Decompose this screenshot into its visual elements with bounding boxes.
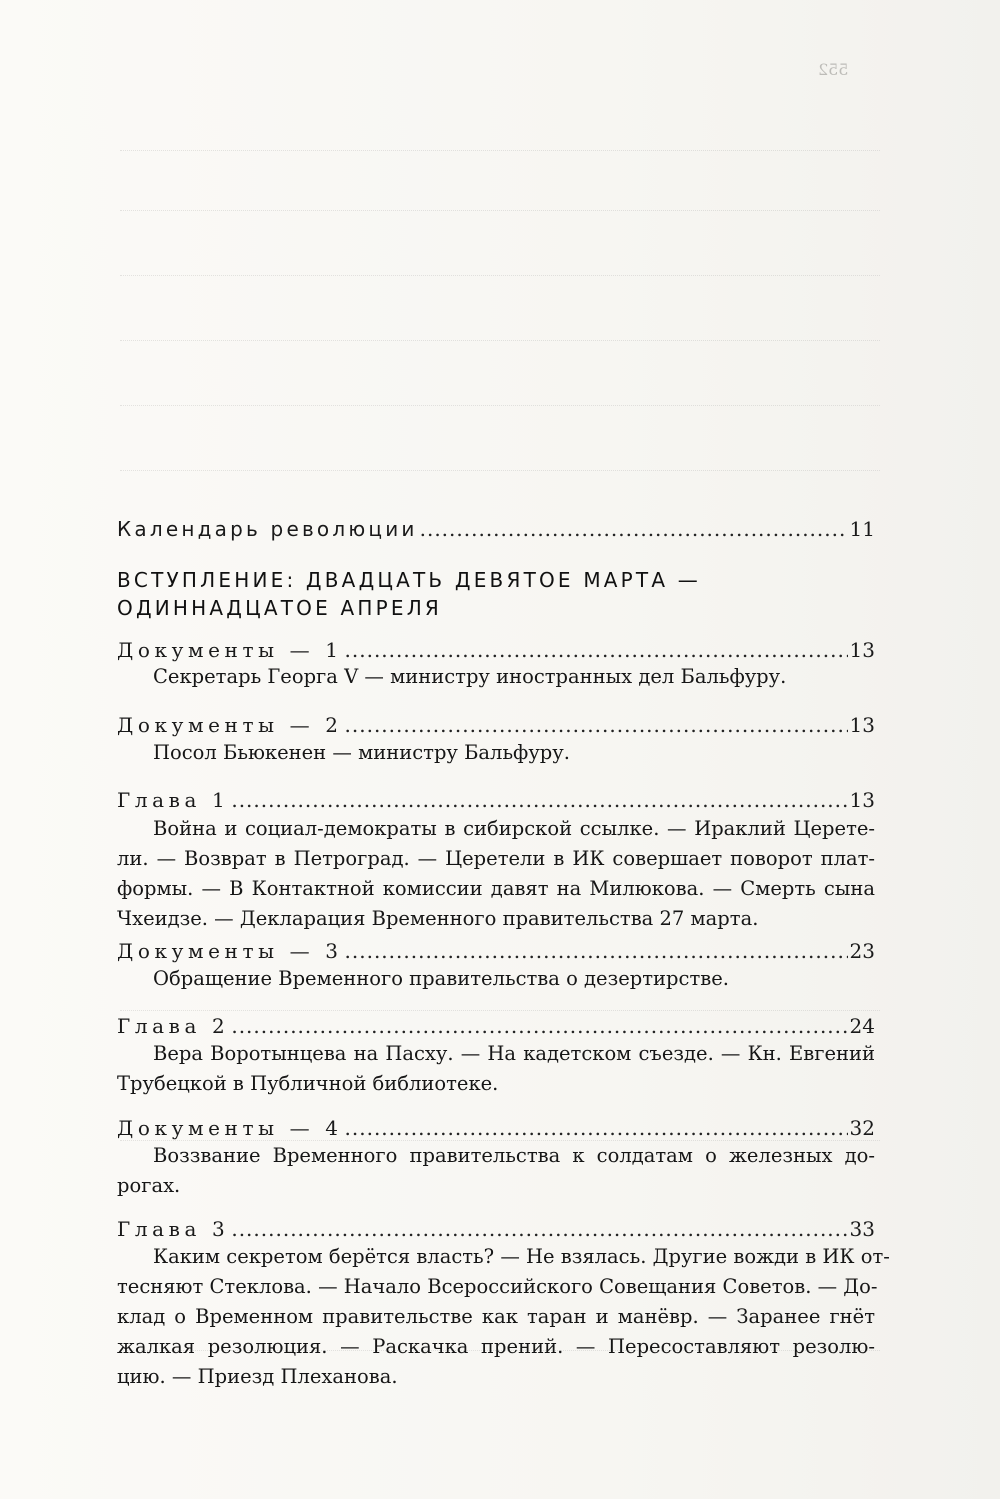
description-line: тесняют Стеклова. — Начало Всероссийского Совещания Советов. — До- bbox=[117, 1275, 878, 1298]
toc-entry-label: Глава 1 bbox=[117, 788, 230, 812]
toc-entry-label: Документы — 2 bbox=[117, 713, 343, 737]
toc-entry-description bbox=[153, 738, 875, 768]
dot-leader bbox=[345, 1114, 848, 1142]
toc-entry-description bbox=[117, 1039, 875, 1099]
description-line: Каким секретом берётся власть? — Не взялась. Другие вожди в ИК от- bbox=[153, 1245, 890, 1268]
dot-leader bbox=[345, 937, 848, 965]
dot-leader bbox=[420, 515, 848, 543]
dot-leader bbox=[345, 636, 848, 664]
toc-entry-label: Глава 2 bbox=[117, 1014, 230, 1038]
bleed-through-line bbox=[120, 395, 880, 406]
bleed-through-line bbox=[120, 1000, 880, 1011]
description-line: жалкая резолюция. — Раскачка прений. — Пересоставляют резолю- bbox=[117, 1335, 875, 1358]
description-line: клад о Временном правительстве как таран и манёвр. — Заранее гнёт bbox=[117, 1305, 875, 1328]
toc-calendar-page: 11 bbox=[849, 517, 875, 541]
running-head: 552 bbox=[818, 60, 849, 79]
bleed-through-line bbox=[120, 200, 880, 211]
toc-entry-page: 33 bbox=[849, 1217, 875, 1241]
description-line: Чхеидзе. — Декларация Временного правительства 27 марта. bbox=[117, 907, 759, 930]
bleed-through-line bbox=[120, 330, 880, 341]
toc-entry-page: 13 bbox=[849, 638, 875, 662]
toc-intro-heading-line1[interactable]: ВСТУПЛЕНИЕ: ДВАДЦАТЬ ДЕВЯТОЕ МАРТА — bbox=[117, 568, 701, 592]
toc-entry-label: Глава 3 bbox=[117, 1217, 230, 1241]
dot-leader bbox=[345, 711, 848, 739]
description-line: ли. — Возврат в Петроград. — Церетели в ИК совершает поворот плат- bbox=[117, 847, 875, 870]
toc-entry-documents-2[interactable] bbox=[117, 711, 875, 739]
toc-entry-page: 13 bbox=[849, 788, 875, 812]
toc-entry-description bbox=[117, 814, 875, 934]
bleed-through-line bbox=[120, 265, 880, 276]
toc-entry-description bbox=[117, 1141, 875, 1201]
toc-entry-label: Документы — 1 bbox=[117, 638, 343, 662]
dot-leader bbox=[231, 1215, 847, 1243]
toc-entry-description bbox=[117, 1242, 890, 1392]
toc-entry-documents-1[interactable] bbox=[117, 636, 875, 664]
toc-entry-description bbox=[153, 662, 875, 692]
description-line: рогах. bbox=[117, 1174, 181, 1197]
toc-intro-heading-line2[interactable]: ОДИННАДЦАТОЕ АПРЕЛЯ bbox=[117, 596, 443, 620]
toc-entry-chapter-1[interactable] bbox=[117, 786, 875, 814]
bleed-through-line bbox=[120, 140, 880, 151]
toc-entry-label: Документы — 4 bbox=[117, 1116, 343, 1140]
dot-leader bbox=[231, 1012, 847, 1040]
toc-entry-label: Документы — 3 bbox=[117, 939, 343, 963]
description-line: Вера Воротынцева на Пасху. — На кадетском съезде. — Кн. Евгений bbox=[153, 1042, 875, 1065]
toc-entry-documents-4[interactable] bbox=[117, 1114, 875, 1142]
description-line: формы. — В Контактной комиссии давят на Милюкова. — Смерть сына bbox=[117, 877, 875, 900]
description-line: Трубецкой в Публичной библиотеке. bbox=[117, 1072, 499, 1095]
toc-entry-page: 13 bbox=[849, 713, 875, 737]
description-line: Обращение Временного правительства о дезертирстве. bbox=[153, 967, 729, 990]
toc-calendar-label: Календарь революции bbox=[117, 517, 418, 541]
toc-entry-calendar[interactable] bbox=[117, 515, 875, 543]
toc-entry-page: 23 bbox=[849, 939, 875, 963]
description-line: Секретарь Георга V — министру иностранных дел Бальфуру. bbox=[153, 665, 787, 688]
description-line: Война и социал-демократы в сибирской ссылке. — Ираклий Церете- bbox=[153, 817, 875, 840]
description-line: цию. — Приезд Плеханова. bbox=[117, 1365, 398, 1388]
toc-entry-documents-3[interactable] bbox=[117, 937, 875, 965]
toc-entry-page: 24 bbox=[849, 1014, 875, 1038]
toc-entry-description bbox=[153, 964, 875, 994]
dot-leader bbox=[231, 786, 847, 814]
toc-entry-chapter-2[interactable] bbox=[117, 1012, 875, 1040]
bleed-through-line bbox=[120, 460, 880, 471]
toc-entry-page: 32 bbox=[849, 1116, 875, 1140]
description-line: Посол Бьюкенен — министру Бальфуру. bbox=[153, 741, 570, 764]
toc-entry-chapter-3[interactable] bbox=[117, 1215, 875, 1243]
description-line: Воззвание Временного правительства к солдатам о железных до- bbox=[153, 1144, 875, 1167]
